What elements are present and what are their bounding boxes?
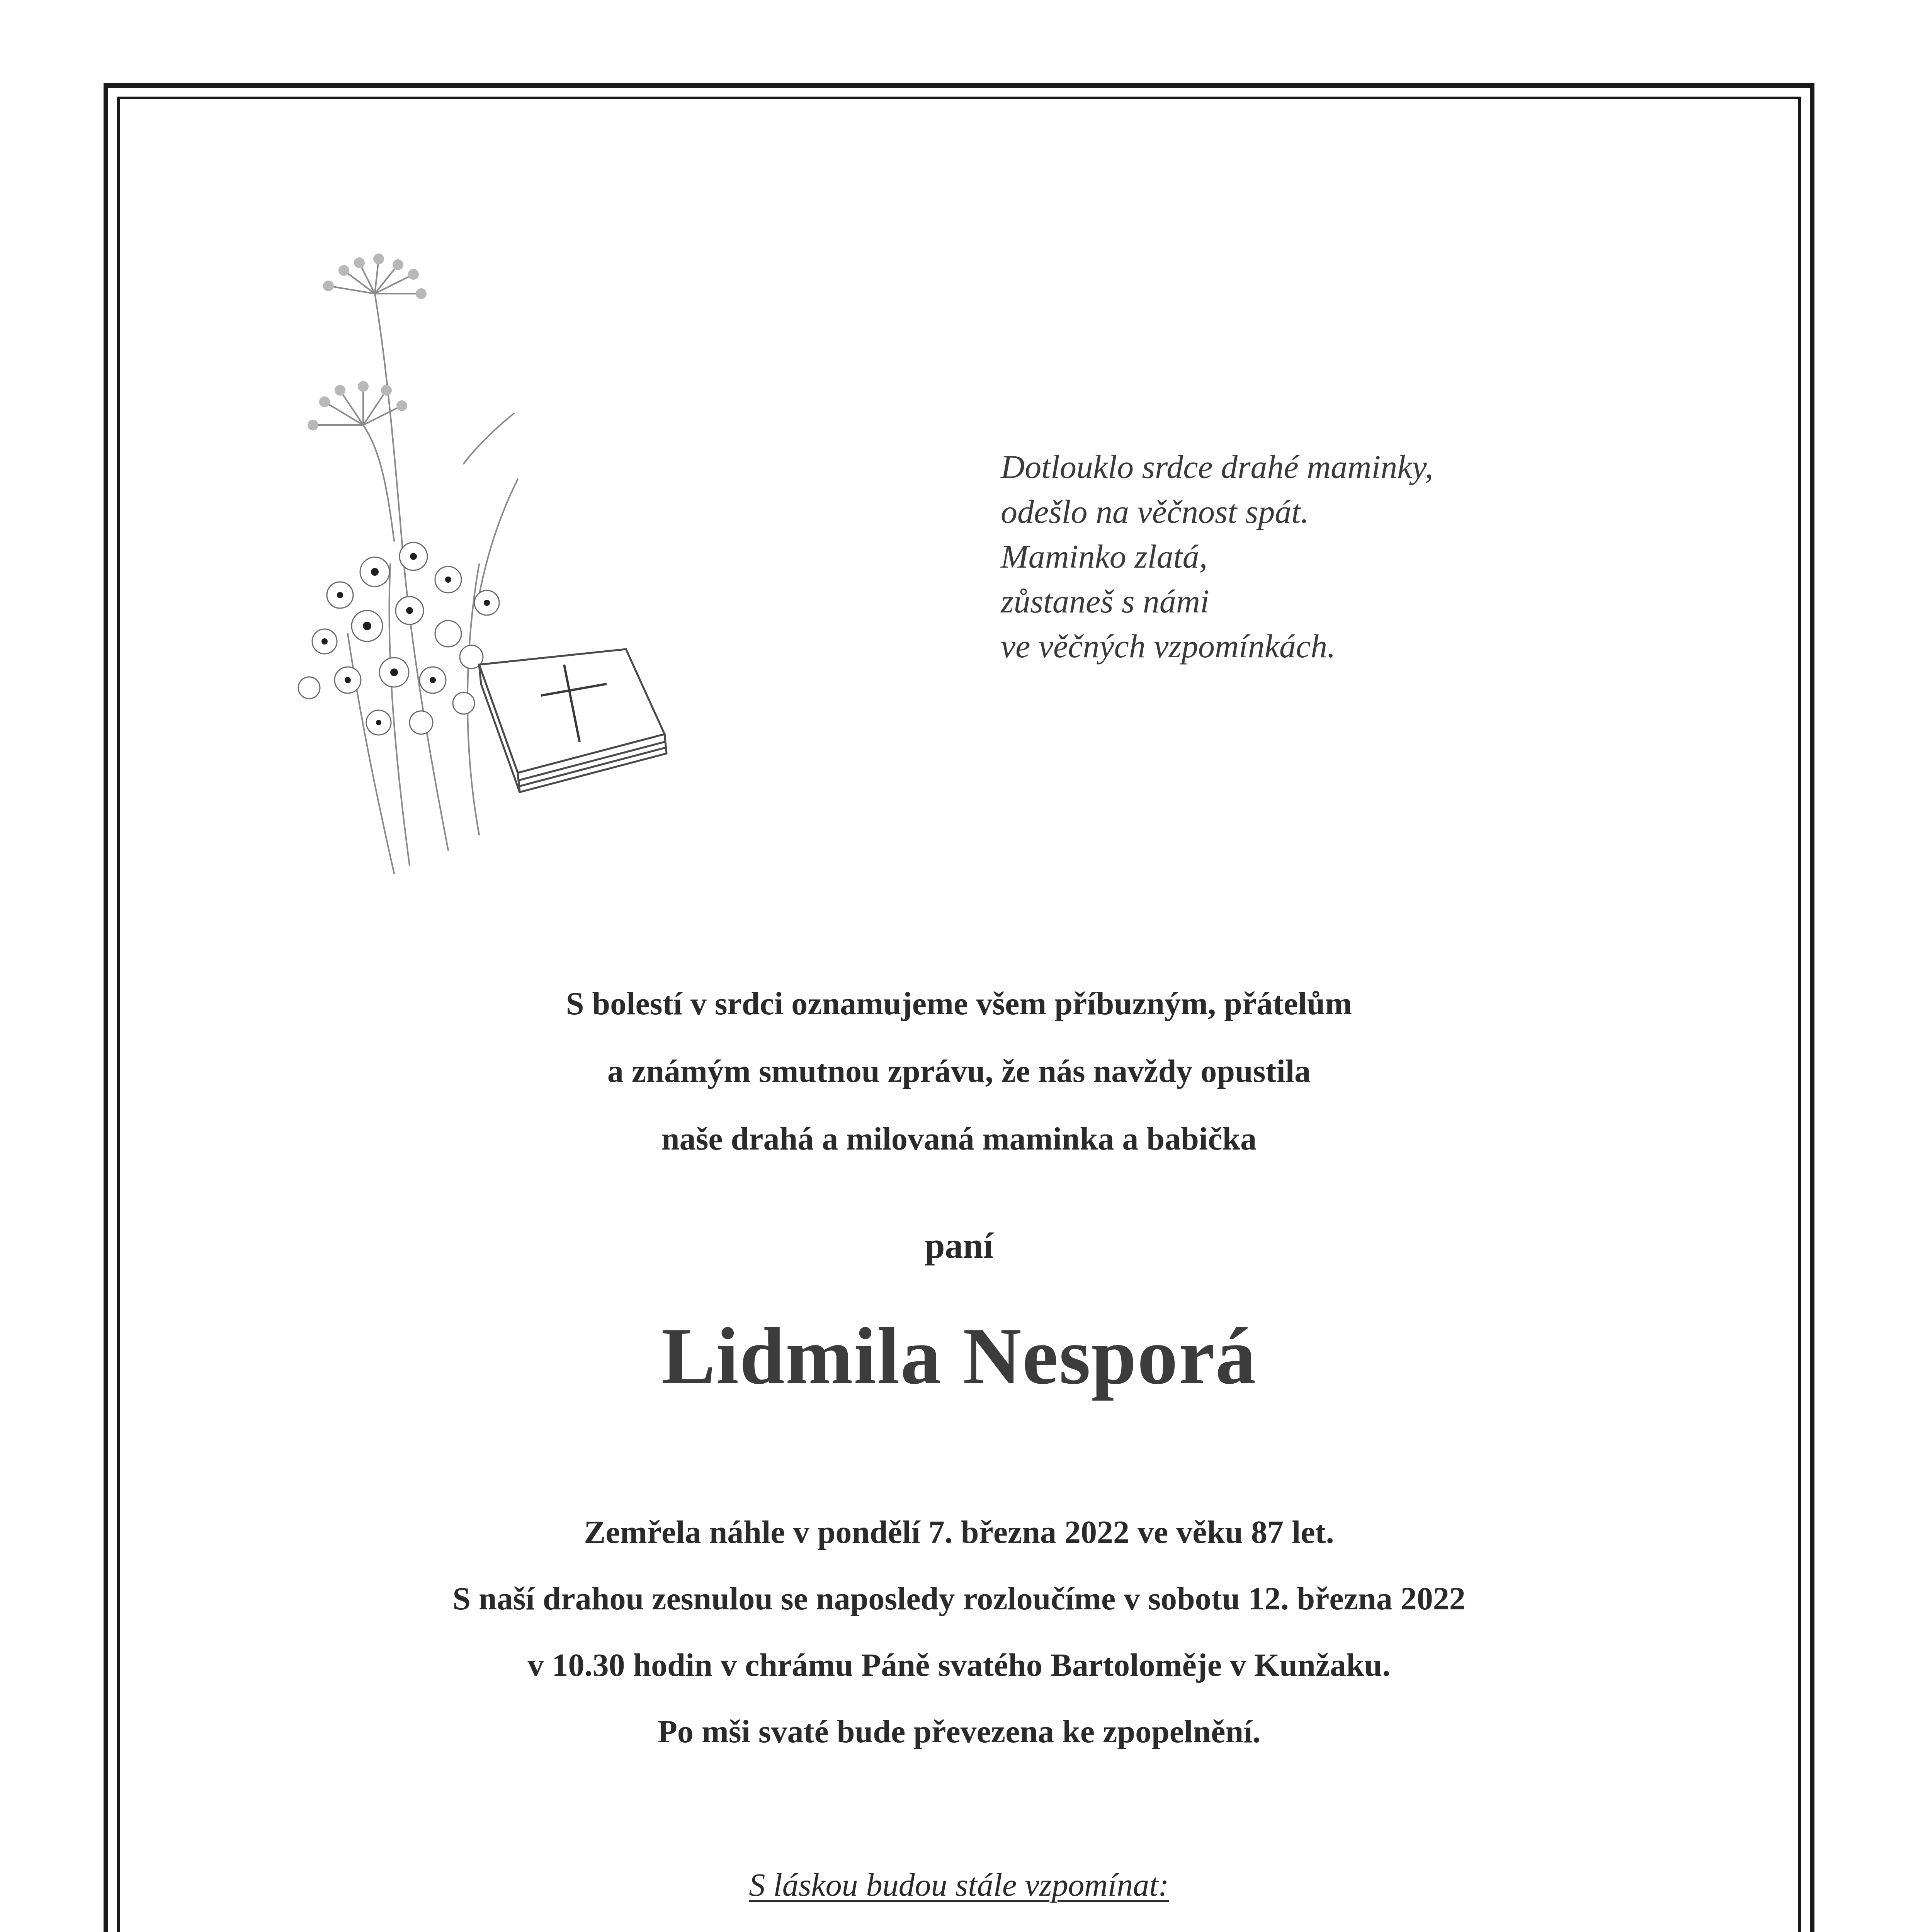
poem-line: Dotlouklo srdce drahé maminky, (1001, 448, 1433, 485)
details-line: Po mši svaté bude převezena ke zpopelnění. (657, 1714, 1261, 1750)
poem-line: zůstaneš s námi (1001, 583, 1209, 620)
flowers-and-bible-illustration (247, 247, 680, 935)
funeral-details (117, 1499, 1801, 1765)
deceased-name: Lidmila Nesporá (661, 1311, 1257, 1401)
details-line: Zemřela náhle v pondělí 7. března 2022 ve věku 87 let. (584, 1514, 1334, 1550)
details-line: S naší drahou zesnulou se naposledy rozloučíme v sobotu 12. března 2022 (452, 1581, 1466, 1617)
poem-line: odešlo na věčnost spát. (1001, 493, 1309, 530)
remember-heading: S láskou budou stále vzpomínat: (749, 1867, 1169, 1903)
honorific: paní (925, 1226, 993, 1266)
announcement-line: a známým smutnou zprávu, že nás navždy opustila (607, 1053, 1311, 1089)
poem-line: Maminko zlatá, (1001, 538, 1208, 575)
details-line: v 10.30 hodin v chrámu Páně svatého Bartoloměje v Kunžaku. (527, 1647, 1391, 1683)
announcement (117, 970, 1801, 1173)
announcement-line: naše drahá a milovaná maminka a babička (661, 1121, 1257, 1157)
announcement-line: S bolestí v srdci oznamujeme všem příbuzným, přátelům (566, 986, 1352, 1022)
memorial-poem (1001, 444, 1580, 668)
poem-line: ve věčných vzpomínkách. (1001, 628, 1336, 665)
